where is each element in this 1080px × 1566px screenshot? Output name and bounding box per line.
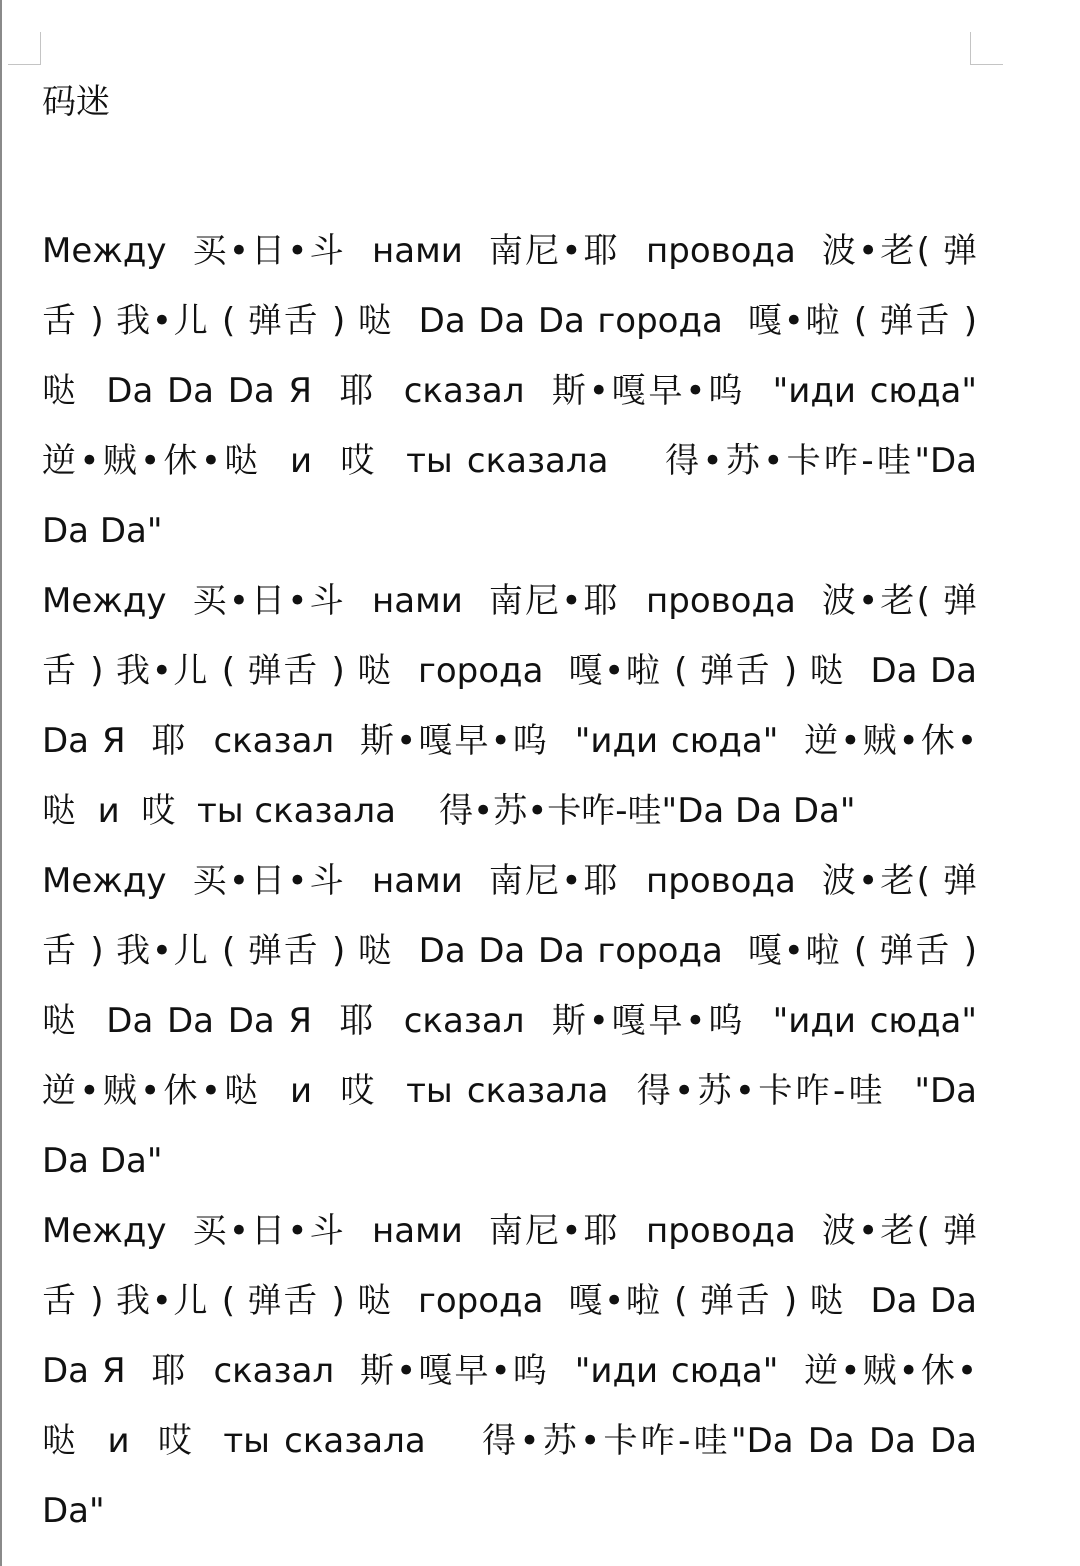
text-line: 逆•贼•休•哒 и 哎 ты сказала 得•苏•卡咋-哇 "Da	[42, 1071, 977, 1111]
document-title: 码迷	[42, 82, 110, 122]
text-line: 舌 ) 我•儿 ( 弹舌 ) 哒 Da Da Da города 嘎•啦 ( 弹舌 )	[42, 301, 977, 341]
text-line: 舌 ) 我•儿 ( 弹舌 ) 哒 города 嘎•啦 ( 弹舌 ) 哒 Da Da	[42, 651, 977, 691]
lyrics-stanza-2	[42, 566, 977, 846]
text-line: 哒 и 哎 ты сказала 得•苏•卡咋-哇"Da Da Da"	[42, 791, 856, 831]
empty-paragraph	[42, 128, 977, 216]
lyrics-stanza-3	[42, 846, 977, 1196]
text-line: Между 买•日•斗 нами 南尼•耶 провода 波•老( 弹	[42, 581, 977, 621]
text-line: Между 买•日•斗 нами 南尼•耶 провода 波•老( 弹	[42, 1211, 977, 1251]
text-line: 逆•贼•休•哒 и 哎 ты сказала 得•苏•卡咋-哇"Da	[42, 441, 977, 481]
text-line: 舌 ) 我•儿 ( 弹舌 ) 哒 города 嘎•啦 ( 弹舌 ) 哒 Da Da	[42, 1281, 977, 1321]
lyrics-stanza-1	[42, 216, 977, 566]
text-line: Da Da"	[42, 1141, 163, 1181]
text-line: 哒 Da Da Da Я 耶 сказал 斯•嘎早•呜 "иди сюда"	[42, 1001, 977, 1041]
text-line: Da Я 耶 сказал 斯•嘎早•呜 "иди сюда" 逆•贼•休•	[42, 721, 977, 761]
text-line: Между 买•日•斗 нами 南尼•耶 провода 波•老( 弹	[42, 231, 977, 271]
text-line: 哒 Da Da Da Я 耶 сказал 斯•嘎早•呜 "иди сюда"	[42, 371, 977, 411]
margin-corner-top-right	[970, 32, 1003, 65]
document-body[interactable]	[42, 76, 977, 1546]
text-line: Между 买•日•斗 нами 南尼•耶 провода 波•老( 弹	[42, 861, 977, 901]
page-left-edge	[0, 0, 2, 1566]
text-line: 哒 и 哎 ты сказала 得•苏•卡咋-哇"Da Da Da Da	[42, 1421, 977, 1461]
margin-corner-top-left	[8, 32, 41, 65]
text-line: Da Da"	[42, 511, 163, 551]
text-line: Da Я 耶 сказал 斯•嘎早•呜 "иди сюда" 逆•贼•休•	[42, 1351, 977, 1391]
lyrics-stanza-4	[42, 1196, 977, 1546]
text-line: 舌 ) 我•儿 ( 弹舌 ) 哒 Da Da Da города 嘎•啦 ( 弹舌 )	[42, 931, 977, 971]
text-line: Da"	[42, 1491, 105, 1531]
